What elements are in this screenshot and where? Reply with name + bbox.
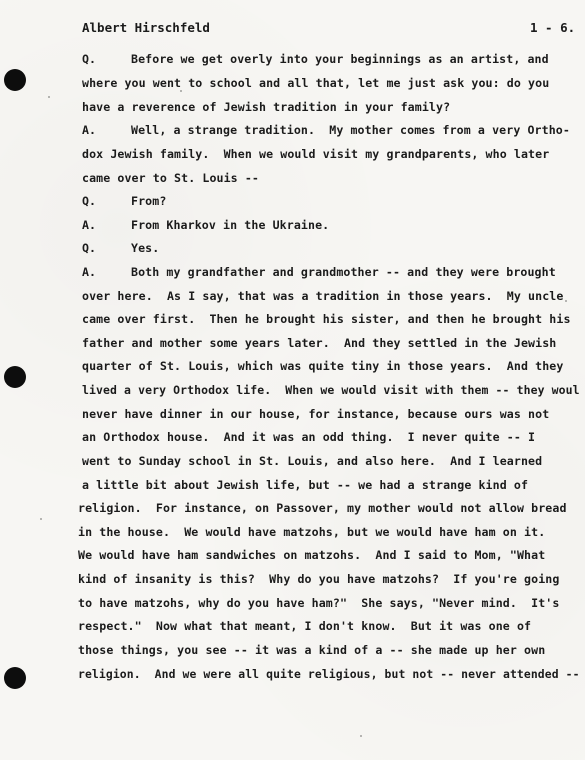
- speaker-label: A.: [82, 265, 96, 279]
- transcript-line: religion. For instance, on Passover, my mother would not allow bread: [78, 501, 567, 515]
- transcript-line: have a reverence of Jewish tradition in your family?: [82, 100, 451, 114]
- transcript-line: father and mother some years later. And they settled in the Jewish: [82, 336, 557, 350]
- scan-speck: [180, 90, 182, 92]
- transcript-line: lived a very Orthodox life. When we would visit with them -- they woul: [82, 383, 580, 397]
- transcript-line: respect." Now what that meant, I don't know. But it was one of: [78, 619, 532, 633]
- scan-speck: [565, 300, 567, 302]
- page-number: 1 - 6.: [530, 20, 576, 35]
- transcript-line: kind of insanity is this? Why do you have matzohs? If you're going: [78, 572, 560, 586]
- transcript-line: religion. And we were all quite religious, but not -- never attended --: [78, 667, 580, 681]
- speaker-label: Q.: [82, 194, 96, 208]
- transcript-line: Before we get overly into your beginnings as an artist, and: [131, 52, 549, 66]
- transcript-line: went to Sunday school in St. Louis, and also here. And I learned: [82, 454, 543, 468]
- transcript-line: dox Jewish family. When we would visit my grandparents, who later: [82, 147, 550, 161]
- transcript-line: Well, a strange tradition. My mother comes from a very Ortho-: [131, 123, 570, 137]
- scan-speck: [48, 96, 50, 98]
- speaker-label: Q.: [82, 241, 96, 255]
- transcript-line: where you went to school and all that, let me just ask you: do you: [82, 76, 550, 90]
- transcript-line: over here. As I say, that was a tradition in those years. My uncle: [82, 289, 564, 303]
- transcript-line: a little bit about Jewish life, but -- we had a strange kind of: [82, 478, 529, 492]
- interviewee-name: Albert Hirschfeld: [82, 20, 210, 35]
- transcript-line: came over first. Then he brought his sister, and then he brought his: [82, 312, 571, 326]
- speaker-label: A.: [82, 123, 96, 137]
- transcript-line: From?: [131, 194, 167, 208]
- transcript-line: in the house. We would have matzohs, but we would have ham on it.: [78, 525, 546, 539]
- speaker-label: A.: [82, 218, 96, 232]
- punch-hole-top: [4, 69, 26, 91]
- transcript-line: Both my grandfather and grandmother -- and they were brought: [131, 265, 556, 279]
- transcript-line: quarter of St. Louis, which was quite tiny in those years. And they: [82, 359, 564, 373]
- transcript-line: We would have ham sandwiches on matzohs. And I said to Mom, "What: [78, 548, 546, 562]
- speaker-label: Q.: [82, 52, 96, 66]
- transcript-line: From Kharkov in the Ukraine.: [131, 218, 330, 232]
- transcript-line: to have matzohs, why do you have ham?" She says, "Never mind. It's: [78, 596, 560, 610]
- scan-speck: [40, 518, 42, 520]
- transcript-line: an Orthodox house. And it was an odd thing. I never quite -- I: [82, 430, 536, 444]
- transcript-line: never have dinner in our house, for instance, because ours was not: [82, 407, 550, 421]
- transcript-line: those things, you see -- it was a kind of a -- she made up her own: [78, 643, 546, 657]
- transcript-line: came over to St. Louis --: [82, 171, 260, 185]
- transcript-line: Yes.: [131, 241, 160, 255]
- punch-hole-bottom: [4, 667, 26, 689]
- punch-hole-middle: [4, 366, 26, 388]
- scan-speck: [360, 735, 362, 737]
